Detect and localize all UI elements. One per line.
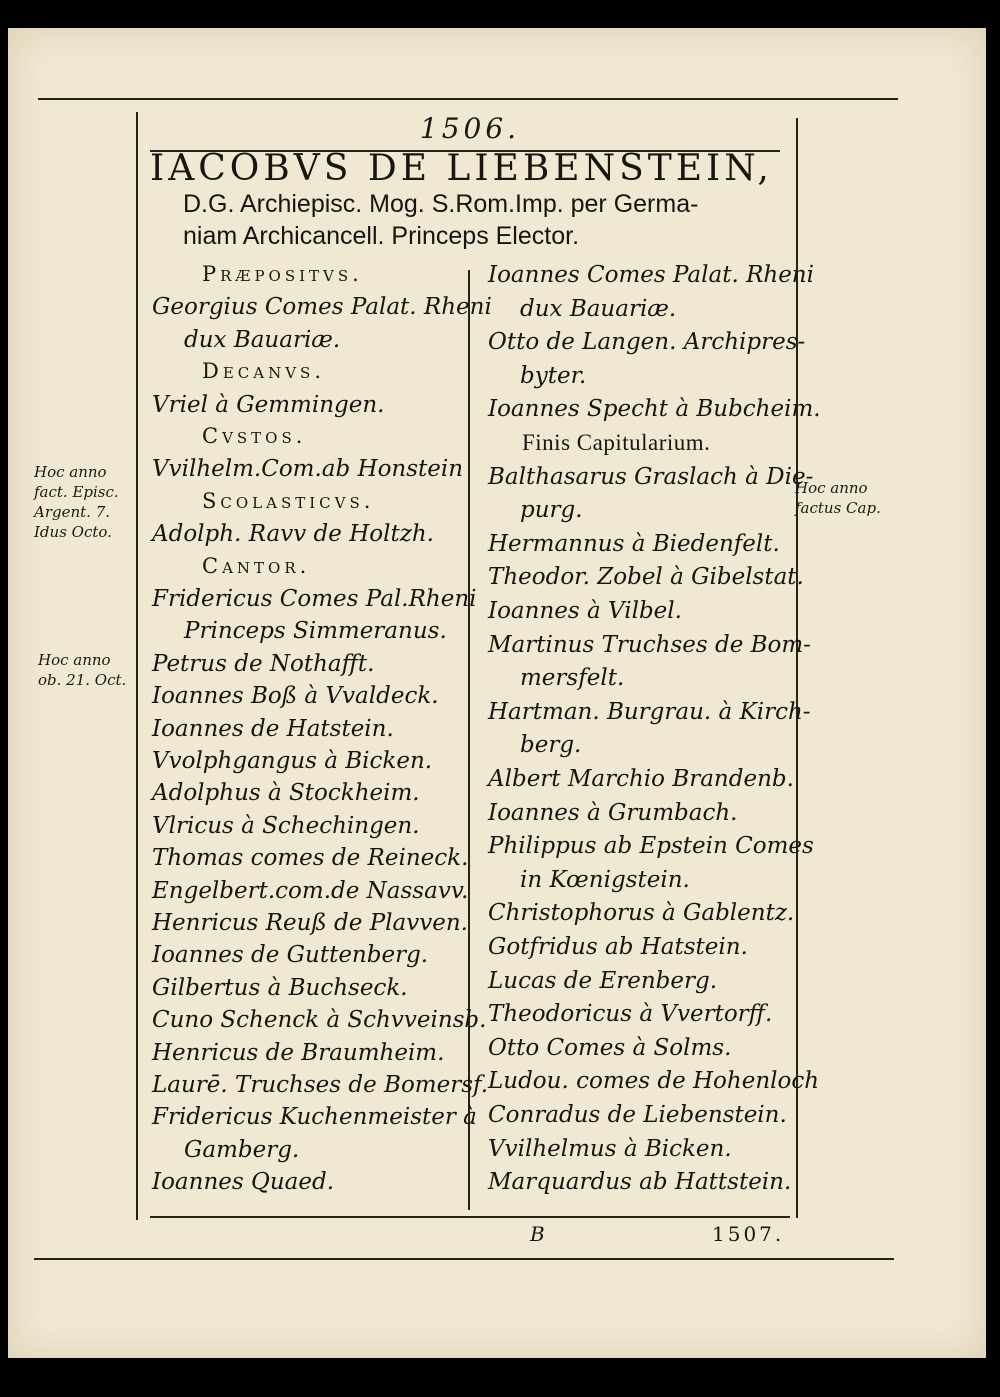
signature-mark: B — [530, 1222, 545, 1246]
margin-note-left-2 — [38, 650, 126, 690]
column-entry: Otto Comes à Solms. — [488, 1034, 732, 1061]
column-entry: Ioannes de Guttenberg. — [152, 942, 429, 969]
margin-note-line: Hoc anno — [795, 479, 868, 497]
margin-note-line: Hoc anno — [34, 463, 107, 481]
margin-note-left-1 — [34, 462, 119, 542]
right-column — [488, 262, 821, 1212]
column-entry: Ioannes Quaed. — [152, 1169, 335, 1196]
column-entry: Ioannes de Hatstein. — [152, 715, 394, 742]
column-entry: Cuno Schenck à Schvveinsb. — [152, 1007, 487, 1034]
column-divider — [468, 270, 470, 1210]
column-entry: byter. — [520, 362, 587, 389]
base-rule — [34, 1258, 894, 1260]
column-entry: Vvilhelm.Com.ab Honstein — [152, 456, 464, 483]
column-entry: dux Bauariæ. — [520, 295, 677, 322]
column-entry: Adolphus à Stockheim. — [152, 780, 420, 807]
column-entry: mersfelt. — [520, 665, 625, 692]
left-border — [136, 112, 138, 1220]
column-entry: Fridericus Kuchenmeister à — [152, 1104, 477, 1131]
column-entry: Martinus Truchses de Bom- — [488, 631, 811, 658]
column-entry: Vriel à Gemmingen. — [152, 391, 385, 418]
column-entry: Otto de Langen. Archipres- — [488, 329, 806, 356]
column-entry: Engelbert.com.de Nassavv. — [152, 877, 469, 904]
page-year: 1506. — [419, 112, 521, 145]
column-entry: Præpositvs. — [202, 262, 363, 286]
column-entry: dux Bauariæ. — [184, 326, 341, 353]
column-entry: Gamberg. — [184, 1136, 300, 1163]
column-entry: purg. — [520, 497, 583, 524]
margin-note-line: Idus Octo. — [34, 523, 112, 541]
column-entry: Ioannes Boß à Vvaldeck. — [152, 683, 439, 710]
margin-note-line: factus Cap. — [795, 499, 881, 517]
column-entry: Ludou. comes de Hohenloch — [488, 1068, 820, 1095]
title-main: IACOBVS DE LIEBENSTEIN, — [150, 148, 773, 189]
margin-note-line: Argent. 7. — [34, 503, 111, 521]
title-line-3: niam Archicancell. Princeps Elector. — [183, 222, 580, 250]
column-entry: Marquardus ab Hattstein. — [488, 1169, 792, 1196]
column-entry: Scolasticvs. — [202, 488, 375, 513]
column-entry: Cvstos. — [202, 424, 307, 448]
column-entry: Hartman. Burgrau. à Kirch- — [488, 698, 811, 725]
column-entry: Vlricus à Schechingen. — [152, 812, 420, 839]
column-entry: Georgius Comes Palat. Rheni — [152, 294, 492, 321]
column-entry: Ioannes à Grumbach. — [488, 799, 738, 826]
column-entry: Vvilhelmus à Bicken. — [488, 1135, 732, 1162]
column-entry: Hermannus à Biedenfelt. — [488, 530, 780, 557]
column-entry: Conradus de Liebenstein. — [488, 1102, 787, 1128]
top-rule — [38, 98, 898, 100]
column-entry: Ioannes Comes Palat. Rheni — [488, 262, 814, 288]
margin-note-line: Hoc anno — [38, 651, 111, 669]
column-entry: Theodor. Zobel à Gibelstat. — [488, 564, 804, 591]
title-line-2: D.G. Archiepisc. Mog. S.Rom.Imp. per Germa- — [183, 190, 699, 218]
column-entry: Cantor. — [202, 553, 311, 578]
margin-note-right-1 — [795, 478, 881, 518]
left-column — [152, 262, 492, 1212]
column-entry: Henricus Reuß de Plavven. — [152, 910, 468, 936]
margin-note-line: fact. Episc. — [34, 483, 119, 501]
column-entry: Gilbertus à Buchseck. — [152, 974, 408, 1001]
column-entry: Decanvs. — [202, 359, 326, 384]
column-entry: Princeps Simmeranus. — [184, 618, 447, 645]
column-entry: Ioannes à Vilbel. — [488, 598, 682, 624]
column-entry: Thomas comes de Reineck. — [152, 845, 469, 872]
column-entry: Fridericus Comes Pal.Rheni — [152, 586, 477, 612]
column-entry: Balthasarus Graslach à Die- — [488, 463, 814, 490]
column-entry: Christophorus à Gablentz. — [488, 900, 795, 927]
column-entry: berg. — [520, 732, 582, 759]
column-entry: Philippus ab Epstein Comes — [488, 833, 814, 860]
column-entry: Gotfridus ab Hatstein. — [488, 934, 748, 960]
column-entry: Vvolphgangus à Bicken. — [152, 748, 433, 774]
column-entry: Henricus de Braumheim. — [152, 1039, 445, 1066]
column-entry: Adolph. Ravv de Holtzh. — [152, 521, 434, 548]
column-entry: Petrus de Nothafft. — [152, 650, 375, 677]
margin-note-line: ob. 21. Oct. — [38, 671, 127, 689]
column-entry: Laurē. Truchses de Bomersf. — [152, 1072, 489, 1098]
bottom-rule — [150, 1216, 790, 1218]
column-entry: Theodoricus à Vvertorff. — [488, 1001, 773, 1028]
column-entry: Ioannes Specht à Bubcheim. — [488, 396, 821, 423]
column-entry: in Kœnigstein. — [520, 866, 690, 893]
column-entry: Finis Capitularium. — [522, 430, 711, 455]
column-entry: Lucas de Erenberg. — [488, 967, 718, 994]
catchword: 1507. — [712, 1222, 785, 1246]
column-entry: Albert Marchio Brandenb. — [488, 766, 794, 792]
